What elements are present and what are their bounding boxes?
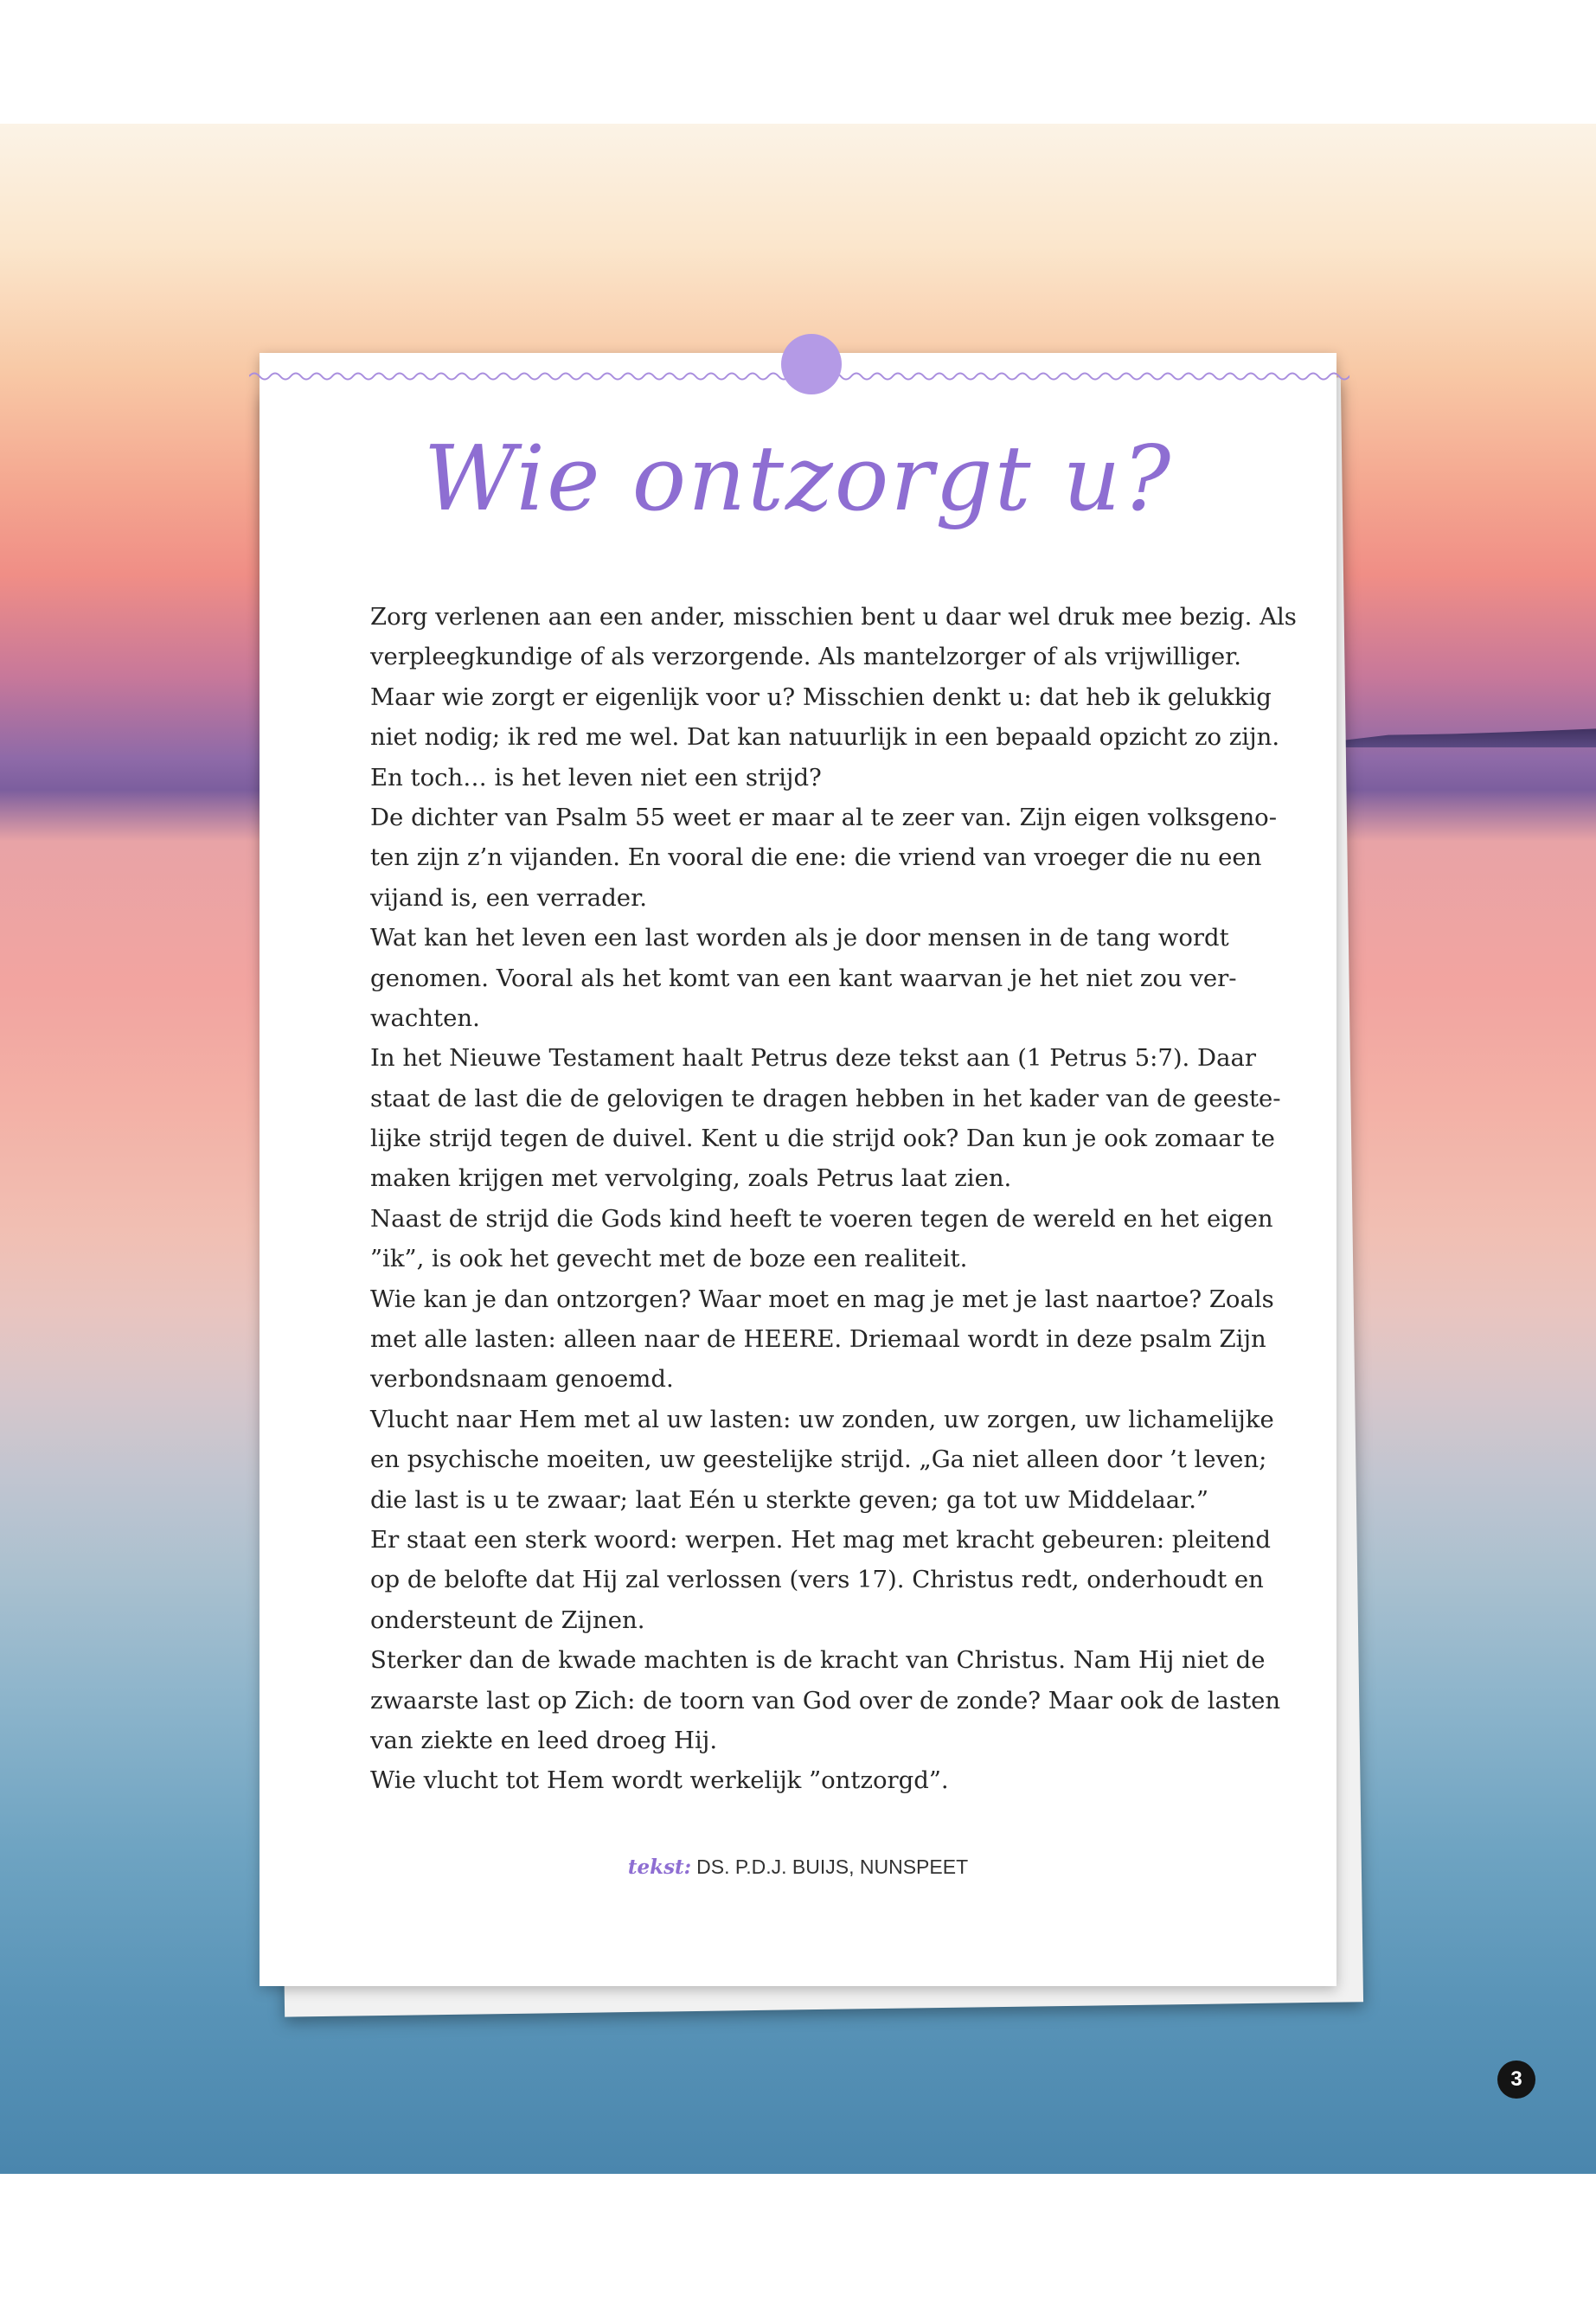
body-line: verpleegkundige of als verzorgende. Als mantelzorger of als vrijwilliger. <box>370 643 1241 671</box>
body-line: zwaarste last op Zich: de toorn van God over de zonde? Maar ook de lasten <box>370 1686 1281 1715</box>
decorative-dot <box>781 334 842 394</box>
body-line: en psychische moeiten, uw geestelijke strijd. „Ga niet alleen door ’t leven; <box>370 1445 1267 1474</box>
body-line: genomen. Vooral als het komt van een kant waarvan je het niet zou ver- <box>370 964 1237 992</box>
body-line: ten zijn z’n vijanden. En vooral die ene: die vriend van vroeger die nu een <box>370 843 1262 872</box>
byline-label: tekst: <box>627 1856 692 1879</box>
body-line: verbondsnaam genoemd. <box>370 1365 674 1394</box>
body-line: Vlucht naar Hem met al uw lasten: uw zonden, uw zorgen, uw lichamelijke <box>370 1405 1274 1433</box>
body-line: Zorg verlenen aan een ander, misschien bent u daar wel druk mee bezig. Als <box>370 603 1297 631</box>
body-line: wachten. <box>370 1003 480 1032</box>
body-line: Maar wie zorgt er eigenlijk voor u? Misschien denkt u: dat heb ik gelukkig <box>370 683 1272 711</box>
body-line: niet nodig; ik red me wel. Dat kan natuurlijk in een bepaald opzicht zo zijn. <box>370 723 1280 752</box>
body-line: ondersteunt de Zijnen. <box>370 1606 645 1634</box>
horizon-shoreline <box>1336 727 1596 747</box>
body-line: Wie vlucht tot Hem wordt werkelijk ”ontzorgd”. <box>370 1766 949 1795</box>
body-line: staat de last die de gelovigen te dragen hebben in het kader van de geeste- <box>370 1084 1281 1112</box>
body-line: Wat kan het leven een last worden als je door mensen in de tang wordt <box>370 924 1229 952</box>
body-line: die last is u te zwaar; laat Eén u sterkte geven; ga tot uw Middelaar.” <box>370 1485 1209 1514</box>
body-line: vijand is, een verrader. <box>370 883 647 912</box>
page-title: Wie ontzorgt u? <box>423 426 1173 531</box>
page-number: 3 <box>1497 2061 1535 2099</box>
body-line: Naast de strijd die Gods kind heeft te voeren tegen de wereld en het eigen <box>370 1204 1273 1233</box>
body-line: met alle lasten: alleen naar de HEERE. Driemaal wordt in deze psalm Zijn <box>370 1325 1266 1354</box>
body-line: op de belofte dat Hij zal verlossen (vers 17). Christus redt, onderhoudt en <box>370 1566 1264 1594</box>
body-line: In het Nieuwe Testament haalt Petrus deze tekst aan (1 Petrus 5:7). Daar <box>370 1044 1257 1073</box>
body-line: Er staat een sterk woord: werpen. Het mag met kracht gebeuren: pleitend <box>370 1525 1271 1554</box>
body-line: Sterker dan de kwade machten is de kracht van Christus. Nam Hij niet de <box>370 1646 1266 1675</box>
body-line: van ziekte en leed droeg Hij. <box>370 1726 718 1754</box>
body-line: ”ik”, is ook het gevecht met de boze een realiteit. <box>370 1245 968 1273</box>
article-body <box>370 597 1297 1801</box>
byline <box>260 1856 1336 1879</box>
body-line: En toch… is het leven niet een strijd? <box>370 763 822 792</box>
byline-author: DS. P.D.J. BUIJS, NUNSPEET <box>696 1856 969 1878</box>
body-line: De dichter van Psalm 55 weet er maar al te zeer van. Zijn eigen volksgeno- <box>370 803 1278 831</box>
body-line: Wie kan je dan ontzorgen? Waar moet en mag je met je last naartoe? Zoals <box>370 1285 1274 1313</box>
body-line: maken krijgen met vervolging, zoals Petrus laat zien. <box>370 1164 1012 1193</box>
body-line: lijke strijd tegen de duivel. Kent u die strijd ook? Dan kun je ook zomaar te <box>370 1125 1275 1153</box>
